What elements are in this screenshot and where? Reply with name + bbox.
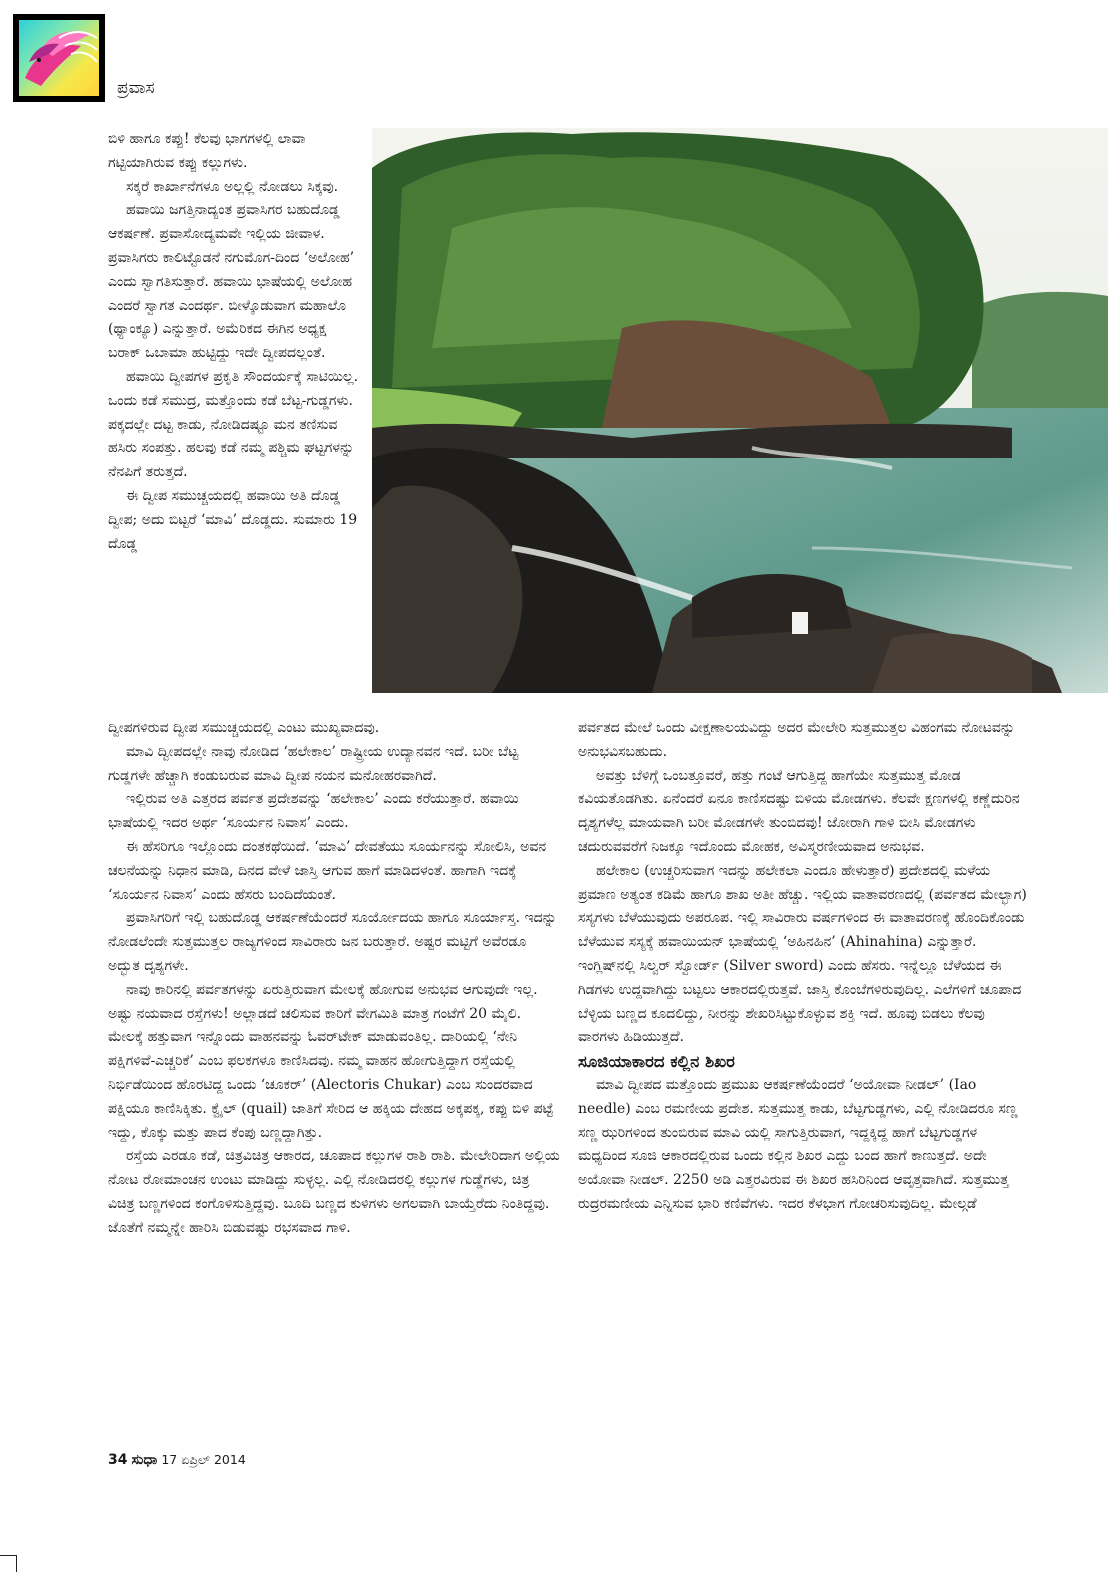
left-column: [108, 128, 360, 556]
paragraph: ಹಲೇಕಾಲ (ಉಚ್ಚರಿಸುವಾಗ ಇದನ್ನು ಹಲೇಕಲಾ ಎಂದೂ ಹೇಳುತ್ತಾರೆ) ಪ್ರದೇಶದಲ್ಲಿ ಮಳೆಯ ಪ್ರಮಾಣ ಅತ್ಯಂತ ಕಡಿಮೆ ಹಾಗೂ ಶಾಖ ಅತೀ ಹೆಚ್ಚು. ಇಲ್ಲಿಯ ವಾತಾವರಣದಲ್ಲಿ (ಪರ್ವತದ ಮೇಲ್ಭಾಗ) ಸಸ್ಯಗಳು ಬೆಳೆಯುವುದು ಅಪರೂಪ. ಇಲ್ಲಿ ಸಾವಿರಾರು ವರ್ಷಗಳಿಂದ ಈ ವಾತಾವರಣಕ್ಕೆ ಹೊಂದಿಕೊಂಡು ಬೆಳೆಯುವ ಸಸ್ಯಕ್ಕೆ ಹವಾಯಿಯನ್ ಭಾಷೆಯಲ್ಲಿ ‘ಅಹಿನಹಿನ’ (Ahinahina) ಎನ್ನುತ್ತಾರೆ. ಇಂಗ್ಲಿಷ್‌ನಲ್ಲಿ ಸಿಲ್ವರ್ ಸ್ವೋರ್ಡ್ (Silver sword) ಎಂದು ಹೆಸರು. ಇನ್ನೆಲ್ಲೂ ಬೆಳೆಯದ ಈ ಗಿಡಗಳು ಉದ್ದವಾಗಿದ್ದು ಬಟ್ಟಲು ಆಕಾರದಲ್ಲಿರುತ್ತವೆ. ಜಾಸ್ತಿ ಕೊಂಬೆಗಳಿರುವುದಿಲ್ಲ. ಎಲೆಗಳಿಗೆ ಚೂಪಾದ ಬೆಳ್ಳಿಯ ಬಣ್ಣದ ಕೂದಲಿದ್ದು, ನೀರನ್ನು ಶೇಖರಿಸಿಟ್ಟುಕೊಳ್ಳುವ ಶಕ್ತಿ ಇದೆ. ಹೂವು ಬಿಡಲು ಕೆಲವು ವಾರಗಳು ಹಿಡಿಯುತ್ತದೆ.: [578, 862, 1027, 1046]
right-column: [578, 717, 1028, 1217]
paragraph: ಈ ಹೆಸರಿಗೂ ಇಲ್ಲೊಂದು ದಂತಕಥೆಯಿದೆ. ‘ಮಾವಿ’ ದೇವತೆಯು ಸೂರ್ಯನನ್ನು ಸೋಲಿಸಿ, ಅವನ ಚಲನೆಯನ್ನು ನಿಧಾನ ಮಾಡಿ, ದಿನದ ವೇಳೆ ಜಾಸ್ತಿ ಆಗುವ ಹಾಗೆ ಮಾಡಿದಳಂತೆ. ಹಾಗಾಗಿ ಇದಕ್ಕೆ ‘ಸೂರ್ಯನ ನಿವಾಸ’ ಎಂದು ಹೆಸರು ಬಂದಿದೆಯಂತೆ.: [108, 838, 547, 903]
page-footer: [108, 1452, 246, 1468]
coast-photo: [372, 128, 1108, 693]
section-label: ಪ್ರವಾಸ: [117, 78, 155, 98]
paragraph: ಅವತ್ತು ಬೆಳಿಗ್ಗೆ ಒಂಬತ್ತೂವರೆ, ಹತ್ತು ಗಂಟೆ ಆಗುತ್ತಿದ್ದ ಹಾಗೆಯೇ ಸುತ್ತಮುತ್ತ ಮೋಡ ಕವಿಯತೊಡಗಿತು. ಏನೆಂದರೆ ಏನೂ ಕಾಣಿಸದಷ್ಟು ಬಿಳಿಯ ಮೋಡಗಳು. ಕೆಲವೇ ಕ್ಷಣಗಳಲ್ಲಿ ಕಣ್ಣೆದುರಿನ ದೃಶ್ಯಗಳೆಲ್ಲ ಮಾಯವಾಗಿ ಬರೀ ಮೋಡಗಳೇ ತುಂಬಿದವು! ಜೋರಾಗಿ ಗಾಳಿ ಬೀಸಿ ಮೋಡಗಳು ಚದುರುವವರೆಗೆ ನಿಜಕ್ಕೂ ಇದೊಂದು ಮೋಹಕ, ಅವಿಸ್ಮರಣೀಯವಾದ ಅನುಭವ.: [578, 767, 1020, 855]
paragraph: ಮಾವಿ ದ್ವೀಪದಲ್ಲೇ ನಾವು ನೋಡಿದ ‘ಹಲೇಕಾಲ’ ರಾಷ್ಟ್ರೀಯ ಉದ್ಯಾನವನ ಇದೆ. ಬರೀ ಬೆಟ್ಟ ಗುಡ್ಡಗಳೇ ಹೆಚ್ಚಾಗಿ ಕಂಡುಬರುವ ಮಾವಿ ದ್ವೀಪ ನಯನ ಮನೋಹರವಾಗಿದೆ.: [108, 743, 519, 784]
paragraph: ನಾವು ಕಾರಿನಲ್ಲಿ ಪರ್ವತಗಳನ್ನು ಏರುತ್ತಿರುವಾಗ ಮೇಲಕ್ಕೆ ಹೋಗುವ ಅನುಭವ ಆಗುವುದೇ ಇಲ್ಲ. ಅಷ್ಟು ನಯವಾದ ರಸ್ತೆಗಳು! ಅಲ್ಲಾಡದೆ ಚಲಿಸುವ ಕಾರಿಗೆ ವೇಗಮಿತಿ ಮಾತ್ರ ಗಂಟೆಗೆ 20 ಮೈಲಿ. ಮೇಲಕ್ಕೆ ಹತ್ತುವಾಗ ಇನ್ನೊಂದು ವಾಹನವನ್ನು ಓವರ್‌ಟೇಕ್ ಮಾಡುವಂತಿಲ್ಲ. ದಾರಿಯಲ್ಲಿ ‘ನೇನಿ ಪಕ್ಷಿಗಳಿವೆ-ಎಚ್ಚರಿಕೆ’ ಎಂಬ ಫಲಕಗಳೂ ಕಾಣಿಸಿದವು. ನಮ್ಮ ವಾಹನ ಹೋಗುತ್ತಿದ್ದಾಗ ರಸ್ತೆಯಲ್ಲಿ ನಿರ್ಭಿಡೆಯಿಂದ ಹೊರಟಿದ್ದ ಒಂದು ‘ಚೂಕರ್’ (Alectoris Chukar) ಎಂಬ ಸುಂದರವಾದ ಪಕ್ಷಿಯೂ ಕಾಣಿಸಿಕ್ಕಿತು. ಕ್ವೈಲ್ (quail) ಜಾತಿಗೆ ಸೇರಿದ ಆ ಹಕ್ಕಿಯ ದೇಹದ ಅಕ್ಕಪಕ್ಕ, ಕಪ್ಪು ಬಿಳಿ ಪಟ್ಟೆ ಇದ್ದು, ಕೊಕ್ಕು ಮತ್ತು ಪಾದ ಕೆಂಪು ಬಣ್ಣದ್ದಾಗಿತ್ತು.: [108, 981, 554, 1141]
paragraph: ದ್ವೀಪಗಳಿರುವ ದ್ವೀಪ ಸಮುಚ್ಚಯದಲ್ಲಿ ಎಂಟು ಮುಖ್ಯವಾದವು.: [108, 720, 380, 736]
paragraph: ಸಕ್ಕರೆ ಕಾರ್ಖಾನೆಗಳೂ ಅಲ್ಲಲ್ಲಿ ನೋಡಲು ಸಿಕ್ಕವು.: [126, 178, 339, 195]
magazine-logo: [13, 14, 105, 102]
paragraph: ಪರ್ವತದ ಮೇಲೆ ಒಂದು ವೀಕ್ಷಣಾಲಯವಿದ್ದು ಅದರ ಮೇಲೇರಿ ಸುತ್ತಮುತ್ತಲ ವಿಹಂಗಮ ನೋಟವನ್ನು ಅನುಭವಿಸಬಹುದು.: [578, 720, 1015, 760]
paragraph: ರಸ್ತೆಯ ಎರಡೂ ಕಡೆ, ಚಿತ್ರವಿಚಿತ್ರ ಆಕಾರದ, ಚೂಪಾದ ಕಲ್ಲುಗಳ ರಾಶಿ ರಾಶಿ. ಮೇಲೇರಿದಾಗ ಅಲ್ಲಿಯ ನೋಟ ರೋಮಾಂಚನ ಉಂಟು ಮಾಡಿದ್ದು ಸುಳ್ಳಲ್ಲ. ಎಲ್ಲಿ ನೋಡಿದರಲ್ಲಿ ಕಲ್ಲುಗಳ ಗುಡ್ಡೆಗಳು, ಚಿತ್ರ ವಿಚಿತ್ರ ಬಣ್ಣಗಳಿಂದ ಕಂಗೊಳಿಸುತ್ತಿದ್ದವು. ಬೂದಿ ಬಣ್ಣದ ಕುಳಿಗಳು ಅಗಲವಾಗಿ ಬಾಯ್ತೆರೆದು ನಿಂತಿದ್ದವು. ಜೊತೆಗೆ ನಮ್ಮನ್ನೇ ಹಾರಿಸಿ ಬಿಡುವಷ್ಟು ರಭಸವಾದ ಗಾಳಿ.: [108, 1148, 560, 1236]
lower-left-column: [108, 717, 560, 1241]
page-number: 34: [108, 1452, 128, 1468]
paragraph: ಮಾವಿ ದ್ವೀಪದ ಮತ್ತೊಂದು ಪ್ರಮುಖ ಆಕರ್ಷಣೆಯೆಂದರೆ ‘ಅಯೋವಾ ನೀಡಲ್’ (Iao needle) ಎಂಬ ರಮಣೀಯ ಪ್ರದೇಶ. ಸುತ್ತಮುತ್ತ ಕಾಡು, ಬೆಟ್ಟಗುಡ್ಡಗಳು, ಎಲ್ಲಿ ನೋಡಿದರೂ ಸಣ್ಣ ಸಣ್ಣ ಝರಿಗಳಿಂದ ತುಂಬಿರುವ ಮಾವಿ ಯಲ್ಲಿ ಸಾಗುತ್ತಿರುವಾಗ, ಇದ್ದಕ್ಕಿದ್ದ ಹಾಗೆ ಬೆಟ್ಟಗುಡ್ಡಗಳ ಮಧ್ಯದಿಂದ ಸೂಜಿ ಆಕಾರದಲ್ಲಿರುವ ಒಂದು ಕಲ್ಲಿನ ಶಿಖರ ಎದ್ದು ಬಂದ ಹಾಗೆ ಕಾಣುತ್ತದೆ. ಅದೇ ಅಯೋವಾ ನೀಡಲ್. 2250 ಅಡಿ ಎತ್ತರವಿರುವ ಈ ಶಿಖರ ಹಸಿರಿನಿಂದ ಆವೃತ್ತವಾಗಿದೆ. ಸುತ್ತಮುತ್ತ ರುದ್ರರಮಣೀಯ ಎನ್ನಿಸುವ ಭಾರಿ ಕಣಿವೆಗಳು. ಇದರ ಕೆಳಭಾಗ ಗೋಚರಿಸುವುದಿಲ್ಲ. ಮೇಲ್ಗಡೆ: [578, 1076, 1018, 1212]
crop-mark: [0, 1555, 17, 1572]
paragraph: ಪ್ರವಾಸಿಗರಿಗೆ ಇಲ್ಲಿ ಬಹುದೊಡ್ಡ ಆಕರ್ಷಣೆಯೆಂದರೆ ಸೂರ್ಯೋದಯ ಹಾಗೂ ಸೂರ್ಯಾಸ್ತ. ಇದನ್ನು ನೋಡಲೆಂದೇ ಸುತ್ತಮುತ್ತಲ ರಾಜ್ಯಗಳಿಂದ ಸಾವಿರಾರು ಜನ ಬರುತ್ತಾರೆ. ಅಷ್ಟರ ಮಟ್ಟಿಗೆ ಅವೆರಡೂ ಅದ್ಭುತ ದೃಶ್ಯಗಳೇ.: [108, 910, 557, 974]
coastline-image: [372, 128, 1108, 693]
issue-date: 17 ಏಪ್ರಿಲ್ 2014: [161, 1452, 246, 1467]
subheading: ಸೂಜಿಯಾಕಾರದ ಕಲ್ಲಿನ ಶಿಖರ: [578, 1052, 735, 1072]
bird-icon: [19, 20, 99, 96]
paragraph: ಈ ದ್ವೀಪ ಸಮುಚ್ಚಯದಲ್ಲಿ ಹವಾಯಿ ಅತಿ ದೊಡ್ಡ ದ್ವೀಪ; ಅದು ಬಿಟ್ಟರೆ ‘ಮಾವಿ’ ದೊಡ್ಡದು. ಸುಮಾರು 19 ದೊಡ್ಡ: [108, 487, 358, 552]
paragraph: ಇಲ್ಲಿರುವ ಅತಿ ಎತ್ತರದ ಪರ್ವತ ಪ್ರದೇಶವನ್ನು ‘ಹಲೇಕಾಲ’ ಎಂದು ಕರೆಯುತ್ತಾರೆ. ಹವಾಯಿ ಭಾಷೆಯಲ್ಲಿ ಇದರ ಅರ್ಥ ‘ಸೂರ್ಯನ ನಿವಾಸ’ ಎಂದು.: [108, 791, 519, 832]
magazine-name: ಸುಧಾ: [131, 1452, 158, 1468]
paragraph: ಹವಾಯಿ ಜಗತ್ತಿನಾದ್ಯಂತ ಪ್ರವಾಸಿಗರ ಬಹುದೊಡ್ಡ ಆಕರ್ಷಣೆ. ಪ್ರವಾಸೋದ್ಯಮವೇ ಇಲ್ಲಿಯ ಜೀವಾಳ. ಪ್ರವಾಸಿಗರು ಕಾಲಿಟ್ಟೊಡನೆ ನಗುಮೊಗ-ದಿಂದ ‘ಅಲೋಹ’ ಎಂದು ಸ್ವಾಗತಿಸುತ್ತಾರೆ. ಹವಾಯಿ ಭಾಷೆಯಲ್ಲಿ ಅಲೋಹ ಎಂದರೆ ಸ್ವಾಗತ ಎಂದರ್ಥ. ಬೀಳ್ಕೊಡುವಾಗ ಮಹಾಲೊ (ಥ್ಯಾಂಕ್ಯೂ) ಎನ್ನುತ್ತಾರೆ. ಅಮೆರಿಕದ ಈಗಿನ ಅಧ್ಯಕ್ಷ ಬರಾಕ್ ಒಬಾಮಾ ಹುಟ್ಟಿದ್ದು ಇದೇ ದ್ವೀಪದಲ್ಲಂತೆ.: [108, 202, 355, 362]
paragraph: ಹವಾಯಿ ದ್ವೀಪಗಳ ಪ್ರಕೃತಿ ಸೌಂದರ್ಯಕ್ಕೆ ಸಾಟಿಯಿಲ್ಲ. ಒಂದು ಕಡೆ ಸಮುದ್ರ, ಮತ್ತೊಂದು ಕಡೆ ಬೆಟ್ಟ-ಗುಡ್ಡಗಳು. ಪಕ್ಕದಲ್ಲೇ ದಟ್ಟ ಕಾಡು, ನೋಡಿದಷ್ಟೂ ಮನ ತಣಿಸುವ ಹಸಿರು ಸಂಪತ್ತು. ಹಲವು ಕಡೆ ನಮ್ಮ ಪಶ್ಚಿಮ ಘಟ್ಟಗಳನ್ನು ನೆನಪಿಗೆ ತರುತ್ತದೆ.: [108, 368, 359, 481]
paragraph: ಬಿಳಿ ಹಾಗೂ ಕಪ್ಪು! ಕೆಲವು ಭಾಗಗಳಲ್ಲಿ ಲಾವಾ ಗಟ್ಟಿಯಾಗಿರುವ ಕಪ್ಪು ಕಲ್ಲುಗಳು.: [108, 131, 306, 171]
